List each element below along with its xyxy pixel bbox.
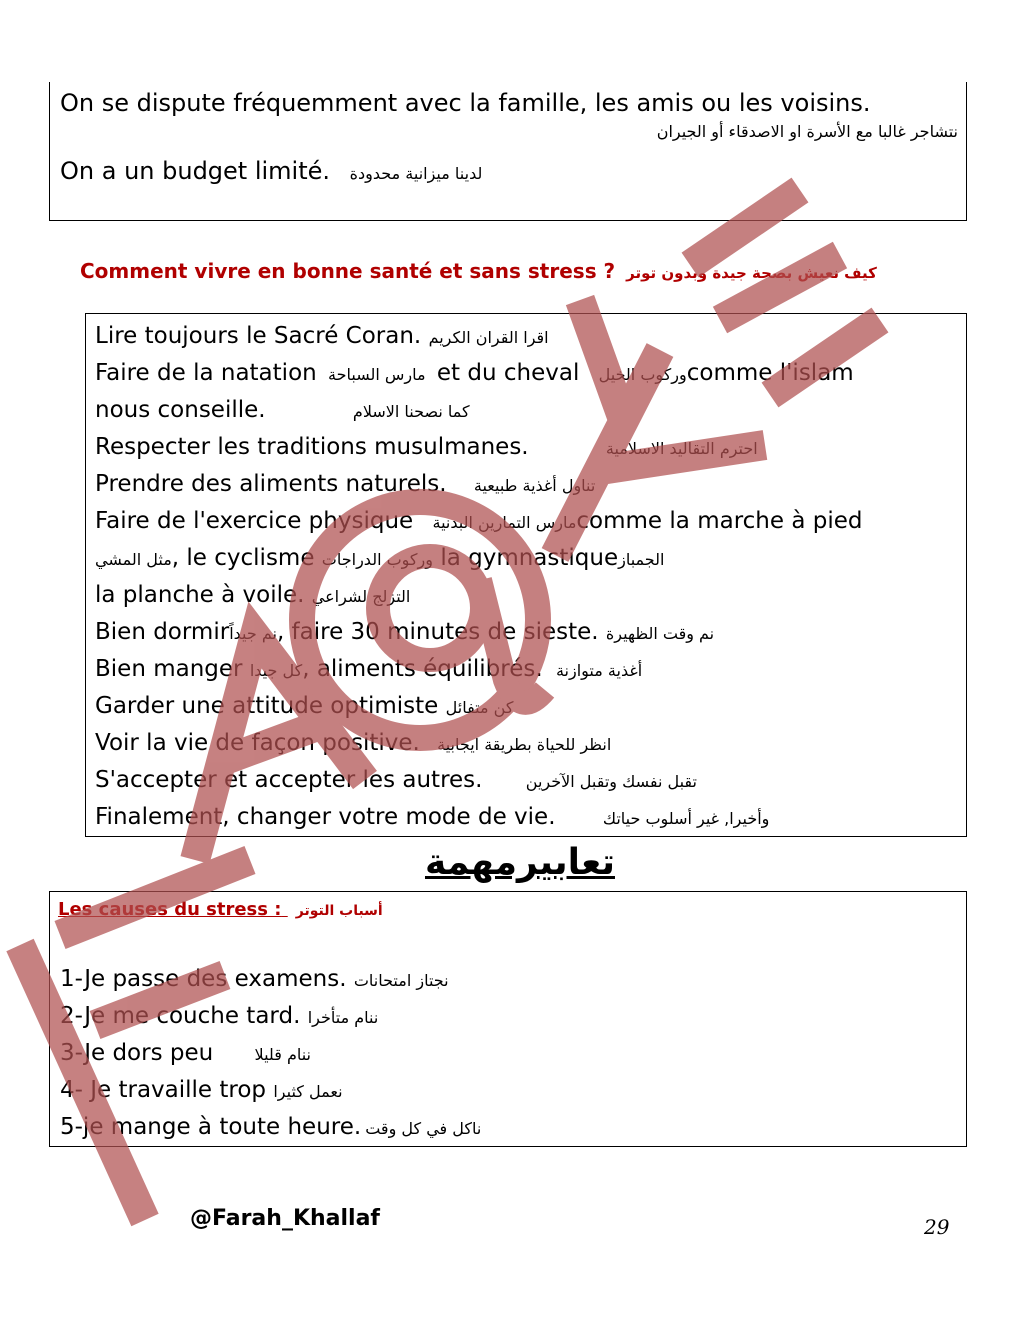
cause-item: 1-Je passe des examens. نجتاز امتحانات: [60, 966, 449, 992]
advice-item: S'accepter et accepter les autres. تقبل نفسك وتقبل الآخرين: [95, 767, 697, 793]
advice-item: Prendre des aliments naturels. تناول أغذية طبيعية: [95, 471, 596, 497]
author-handle: @Farah_Khallaf: [190, 1206, 380, 1231]
advice-item: Faire de la natation مارس السباحة et du cheval وركوب الخيلcomme l'islam: [95, 360, 854, 386]
section-heading: Comment vivre en bonne santé et sans stress ? كيف نعيش بصحة جيدة وبدون توتر: [80, 259, 877, 283]
causes-box: [49, 891, 967, 1147]
advice-item: Bien dormirنم جيداً, faire 30 minutes de sieste. نم وقت الظهيرة: [95, 619, 715, 645]
advice-item: Finalement, changer votre mode de vie. وأخيرا, غير أسلوب حياتك: [95, 804, 770, 830]
top-line-1-ar: نتشاجر غالبا مع الأسرة او الاصدقاء أو الجيران: [656, 122, 958, 141]
causes-title: Les causes du stress : أسباب التوتر: [58, 899, 383, 920]
advice-item: مثل المشي, le cyclisme وركوب الدراجات la gymnastiqueالجمباز: [95, 545, 665, 571]
advice-item: Bien manger كل جيدا, aliments équilibrés. أغذية متوازنة: [95, 656, 643, 682]
advice-box: [85, 313, 967, 837]
page-number: 29: [924, 1215, 950, 1239]
advice-item: nous conseille. كما نصحنا الاسلام: [95, 397, 470, 423]
advice-item: Respecter les traditions musulmanes. احترم التقاليد الاسلامية: [95, 434, 758, 460]
cause-item: 5-je mange à toute heure. ناكل في كل وقت: [60, 1114, 482, 1140]
advice-item: Voir la vie de façon positive. انظر للحياة بطريقة ايجابية: [95, 730, 612, 756]
advice-item: la planche à voile. التزلج لشراعي: [95, 582, 411, 608]
cause-item: 2-Je me couche tard. ننام متأخرا: [60, 1003, 379, 1029]
top-line-1: On se dispute fréquemment avec la famille, les amis ou les voisins.: [60, 89, 871, 117]
advice-item: Lire toujours le Sacré Coran. اقرا القران الكريم: [95, 323, 549, 349]
cause-item: 3-Je dors peu ننام قليلا: [60, 1040, 311, 1066]
top-line-2: On a un budget limité. لدينا ميزانية محدودة: [60, 157, 483, 185]
top-box: [49, 82, 967, 221]
advice-item: Garder une attitude optimiste كن متفائل: [95, 693, 514, 719]
section-title: تعابيرمهمة: [425, 842, 615, 883]
cause-item: 4- Je travaille trop نعمل كثيرا: [60, 1077, 343, 1103]
advice-item: Faire de l'exercice physique مارس التمارين البدنيةcomme la marche à pied: [95, 508, 863, 534]
